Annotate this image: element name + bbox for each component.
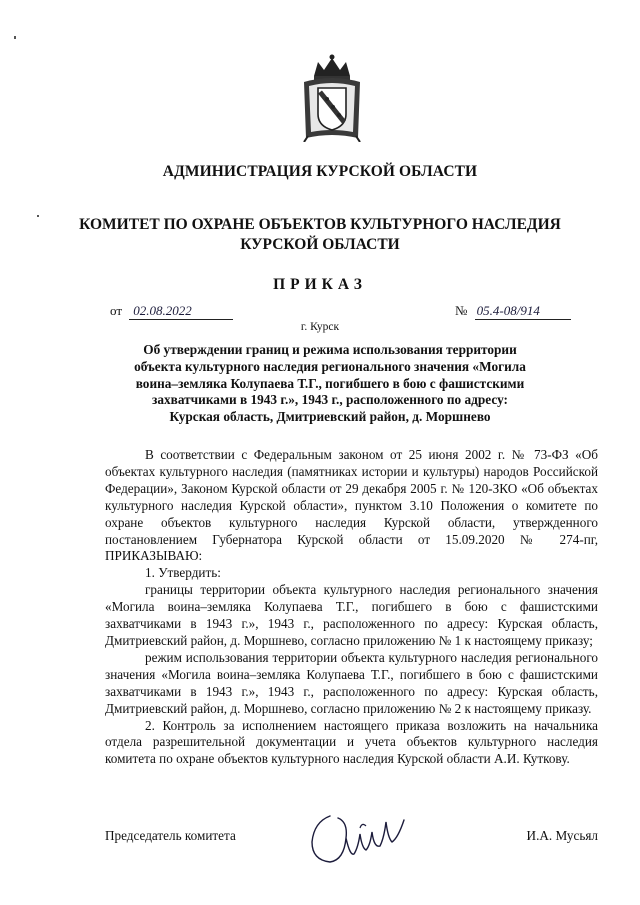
body-paragraph-boundaries: границы территории объекта культурного наследия регионального значения «Могила воина–земляка Колупаева Т.Г., погибшего в бою с фашистскими захватчиками в 1943 г.», 1943 г., расположенного по адресу: Курская область, Дмитриевский район, д. Моршнево, согласно приложению № 1 к настоящему приказу; bbox=[105, 582, 598, 648]
kursk-coat-of-arms-icon bbox=[300, 52, 364, 142]
document-type: ПРИКАЗ bbox=[273, 276, 367, 293]
date-prefix: от bbox=[110, 303, 123, 318]
handwritten-signature-icon bbox=[300, 808, 410, 868]
document-subject: Об утверждении границ и режима использования территории объекта культурного наследия регионального значения «Могила воина–земляка Колупаева Т.Г., погибшего в бою с фашистскими захватчиками в 1943 г.», 1943 г., расположенного по адресу: Курская область, Дмитриевский район, д. Моршнево bbox=[134, 342, 526, 425]
number-value: 05.4-08/914 bbox=[475, 303, 571, 320]
administration-title: АДМИНИСТРАЦИЯ КУРСКОЙ ОБЛАСТИ bbox=[162, 163, 478, 180]
document-number bbox=[455, 303, 571, 320]
committee-title-line1: КОМИТЕТ ПО ОХРАНЕ ОБЪЕКТОВ КУЛЬТУРНОГО НАСЛЕДИЯ bbox=[79, 216, 561, 233]
committee-title-line2: КУРСКОЙ ОБЛАСТИ bbox=[240, 236, 400, 253]
city: г. Курск bbox=[300, 321, 340, 333]
signatory-name: И.А. Мусьял bbox=[526, 828, 598, 843]
body-paragraph-item-2: 2. Контроль за исполнением настоящего приказа возложить на начальника отдела разрешительной документации и учета объектов культурного наследия комитета по охране объектов культурного наследия Курской области А.И. Куткову. bbox=[105, 717, 598, 767]
document-body bbox=[105, 447, 598, 768]
document-date bbox=[110, 303, 233, 320]
committee-title bbox=[0, 215, 640, 255]
body-paragraph-regime: режим использования территории объекта культурного наследия регионального значения «Могила воина–земляка Колупаева Т.Г., погибшего в бою с фашистскими захватчиками в 1943 г.», 1943 г., расположенного по адресу: Курская область, Дмитриевский район, д. Моршнево, согласно приложению № 2 к настоящему приказу. bbox=[105, 649, 598, 716]
body-paragraph-item-1: 1. Утвердить: bbox=[145, 565, 221, 581]
date-value: 02.08.2022 bbox=[129, 303, 233, 320]
body-paragraph-preamble: В соответствии с Федеральным законом от 25 июня 2002 г. № 73-ФЗ «Об объектах культурного наследия (памятниках истории и культуры) народов Российской Федерации», Законом Курской области от 29 декабря 2005 г. № 120-ЗКО «Об объектах культурного наследия Курской области», пунктом 3.10 Положения о комитете по охране объектов культурного наследия Курской области, утвержденного постановлением Губернатора Курской области от 15.09.2020 № 274-пг, ПРИКАЗЫВАЮ: bbox=[105, 447, 598, 564]
scan-speck bbox=[14, 36, 16, 39]
signatory-position: Председатель комитета bbox=[105, 828, 236, 843]
signature-block bbox=[105, 818, 598, 878]
number-prefix: № bbox=[455, 303, 468, 318]
